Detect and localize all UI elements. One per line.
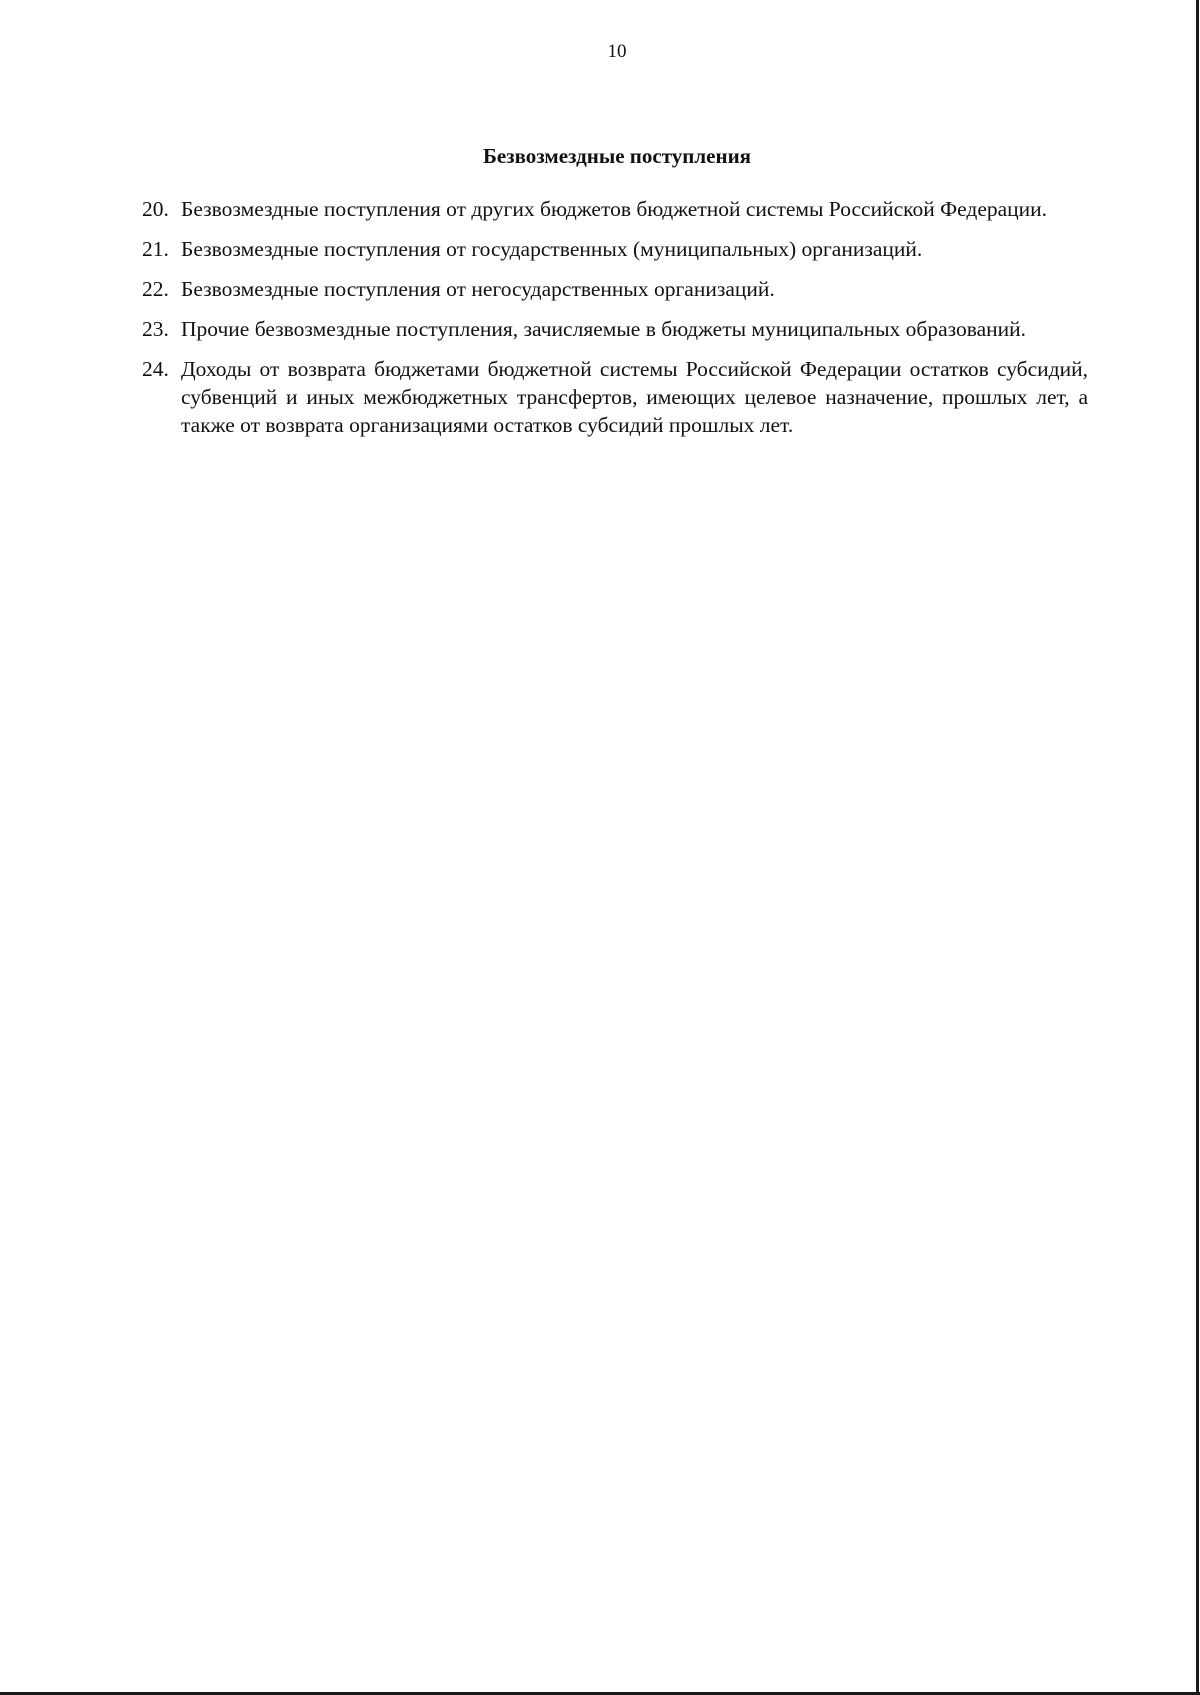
item-text: Безвозмездные поступления от государственных (муниципальных) организаций. <box>181 237 923 261</box>
item-number: 24. <box>142 357 169 381</box>
list-item <box>142 355 1088 439</box>
scan-border-right <box>1196 0 1199 1695</box>
list-item <box>142 275 1088 303</box>
income-items-list <box>142 195 1088 451</box>
page-number: 10 <box>607 41 627 62</box>
item-number: 22. <box>142 277 169 301</box>
item-number: 23. <box>142 317 169 341</box>
item-text: Безвозмездные поступления от негосударственных организаций. <box>181 277 775 301</box>
item-number: 21. <box>142 237 169 261</box>
item-text: Безвозмездные поступления от других бюджетов бюджетной системы Российской Федерации. <box>181 197 1048 221</box>
section-title: Безвозмездные поступления <box>482 144 752 168</box>
list-item <box>142 235 1088 263</box>
item-text: Доходы от возврата бюджетами бюджетной системы Российской Федерации остатков субсидий, субвенций и иных межбюджетных трансфертов, имеющих целевое назначение, прошлых лет, а также от возврата организациями остатков субсидий прошлых лет. <box>181 357 1088 437</box>
item-number: 20. <box>142 197 169 221</box>
item-text: Прочие безвозмездные поступления, зачисляемые в бюджеты муниципальных образований. <box>181 317 1027 341</box>
list-item <box>142 315 1088 343</box>
list-item <box>142 195 1088 223</box>
